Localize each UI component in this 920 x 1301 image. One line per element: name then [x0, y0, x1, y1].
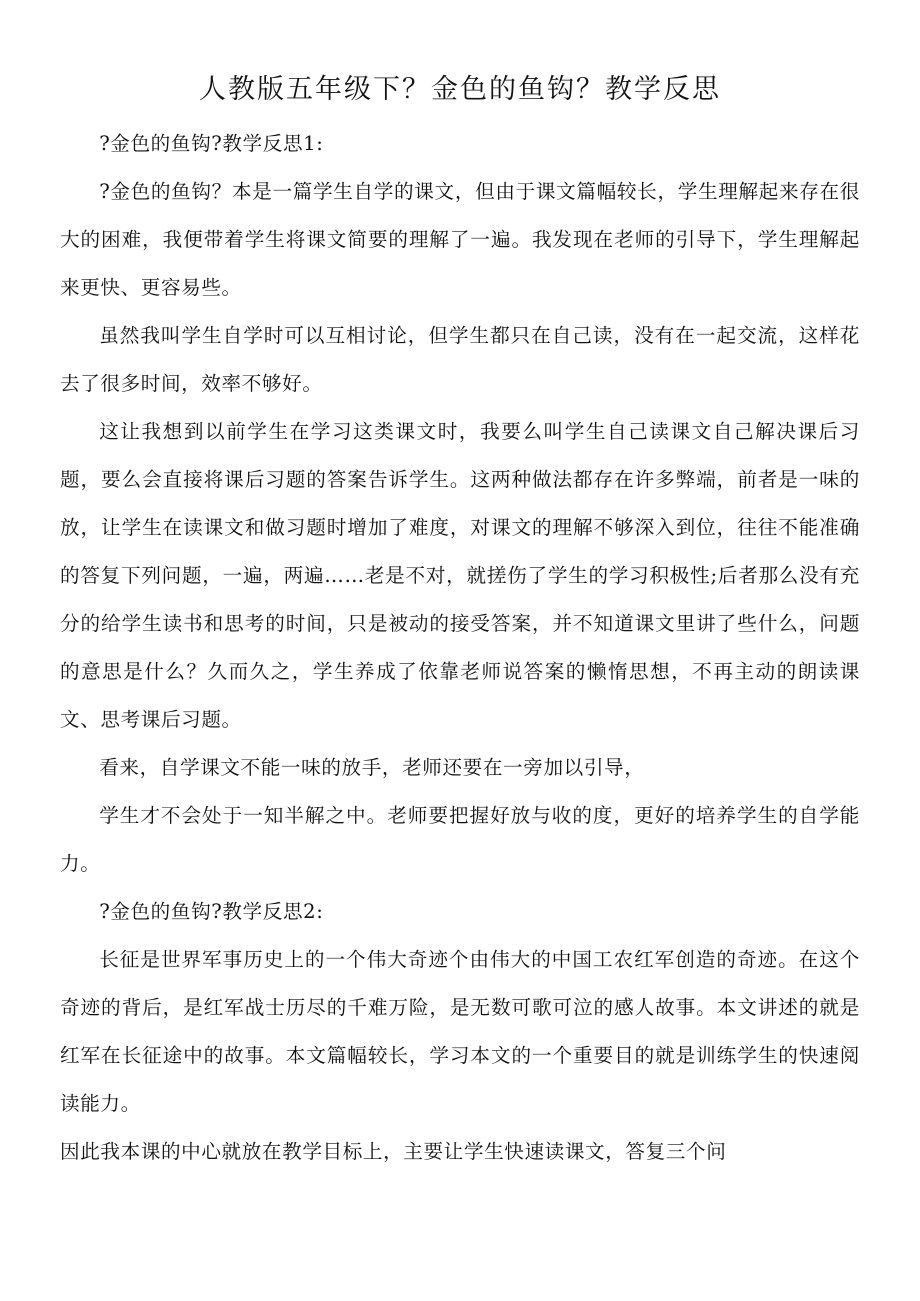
paragraph: 虽然我叫学生自学时可以互相讨论，但学生都只在自己读，没有在一起交流，这样花去了很多时间，效率不够好。	[60, 324, 860, 395]
paragraph: 看来，自学课文不能一味的放手，老师还要在一旁加以引导，	[99, 756, 645, 779]
document-body	[60, 120, 860, 1176]
paragraph-trailing: 因此我本课的中心就放在教学目标上，主要让学生快速读课文，答复三个问	[60, 1140, 727, 1163]
section-heading-2: ?金色的鱼钩?教学反思2:	[99, 900, 324, 923]
document-title: 人教版五年级下？金色的鱼钩？教学反思	[199, 74, 721, 105]
paragraph: 这让我想到以前学生在学习这类课文时，我要么叫学生自己读课文自己解决课后习题，要么会直接将课后习题的答案告诉学生。这两种做法都存在许多弊端，前者是一味的放，让学生在读课文和做习题时增加了难度，对课文的理解不够深入到位，往往不能准确的答复下列问题，一遍，两遍……老是不对，就搓伤了学生的学习积极性;后者那么没有充分的给学生读书和思考的时间，只是被动的接受答案，并不知道课文里讲了些什么，问题的意思是什么？久而久之，学生养成了依靠老师说答案的懒惰思想，不再主动的朗读课文、思考课后习题。	[60, 420, 860, 731]
paragraph: ?金色的鱼钩？本是一篇学生自学的课文，但由于课文篇幅较长，学生理解起来存在很大的困难，我便带着学生将课文简要的理解了一遍。我发现在老师的引导下，学生理解起来更快、更容易些。	[60, 180, 860, 299]
paragraph: 学生才不会处于一知半解之中。老师要把握好放与收的度，更好的培养学生的自学能力。	[60, 804, 860, 875]
section-heading-1: ?金色的鱼钩?教学反思1:	[99, 132, 324, 155]
paragraph: 长征是世界军事历史上的一个伟大奇迹个由伟大的中国工农红军创造的奇迹。在这个奇迹的背后，是红军战士历尽的千难万险，是无数可歌可泣的感人故事。本文讲述的就是红军在长征途中的故事。本文篇幅较长，学习本文的一个重要目的就是训练学生的快速阅读能力。	[60, 948, 860, 1115]
